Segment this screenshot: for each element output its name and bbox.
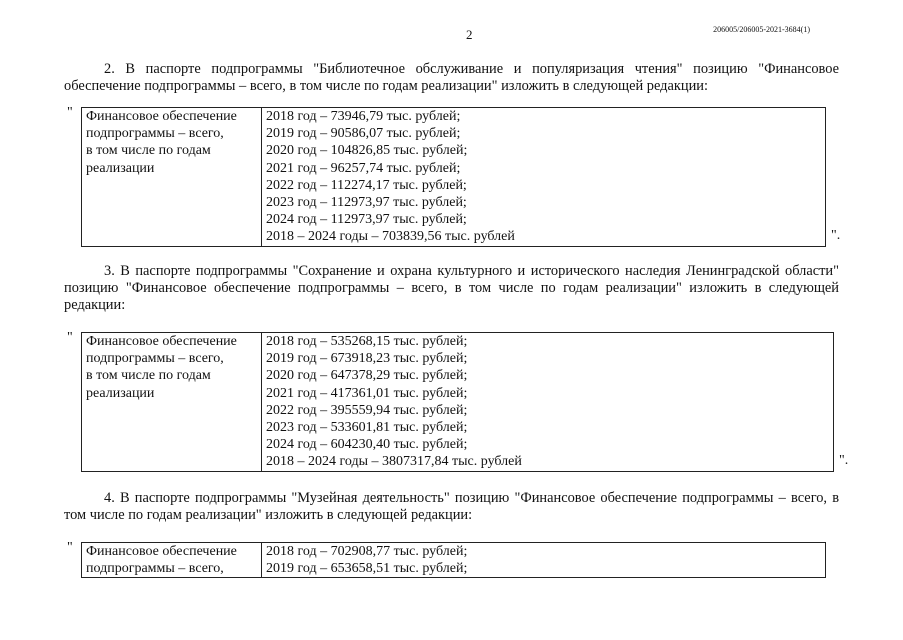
paragraph-item-2: 2. В паспорте подпрограммы "Библиотечное обслуживание и популяризация чтения" позицию "Финансовое обеспечение подпрограммы – всего, в том числе по годам реализации" изложить в следующей редакции: — [64, 61, 839, 94]
label-line: в том числе по годам — [86, 368, 211, 384]
funding-line: 2019 год – 673918,23 тыс. рублей; — [266, 351, 468, 367]
funding-line: 2019 год – 90586,07 тыс. рублей; — [266, 126, 461, 142]
position-label-cell — [82, 543, 262, 578]
funding-line: 2023 год – 112973,97 тыс. рублей; — [266, 195, 467, 211]
paragraph-item-4: 4. В паспорте подпрограммы "Музейная деятельность" позицию "Финансовое обеспечение подпрограммы – всего, в том числе по годам реализации" изложить в следующей редакции: — [64, 490, 839, 523]
funding-values-cell — [262, 333, 834, 472]
funding-line: 2020 год – 647378,29 тыс. рублей; — [266, 368, 468, 384]
funding-line: 2018 год – 535268,15 тыс. рублей; — [266, 334, 468, 349]
opening-quote: " — [67, 105, 73, 120]
opening-quote: " — [67, 540, 73, 555]
funding-line: 2022 год – 395559,94 тыс. рублей; — [266, 402, 468, 418]
label-line: Финансовое обеспечение — [86, 109, 237, 124]
label-line: подпрограммы – всего, — [86, 126, 224, 142]
position-label-cell — [82, 333, 262, 472]
funding-line: 2021 год – 417361,01 тыс. рублей; — [266, 385, 468, 401]
label-line: в том числе по годам — [86, 143, 211, 159]
funding-total-line: 2018 – 2024 годы – 3807317,84 тыс. рублей — [266, 454, 522, 470]
funding-line: 2022 год – 112274,17 тыс. рублей; — [266, 177, 467, 193]
opening-quote: " — [67, 330, 73, 345]
label-line: Финансовое обеспечение — [86, 544, 237, 559]
table-row — [82, 543, 826, 578]
funding-line: 2023 год – 533601,81 тыс. рублей; — [266, 420, 468, 436]
funding-line: 2021 год – 96257,74 тыс. рублей; — [266, 160, 461, 176]
table-row — [82, 108, 826, 247]
funding-line: 2024 год – 604230,40 тыс. рублей; — [266, 437, 468, 453]
funding-values-cell — [262, 108, 826, 247]
funding-line: 2024 год – 112973,97 тыс. рублей; — [266, 212, 467, 228]
label-line: Финансовое обеспечение — [86, 334, 237, 349]
funding-total-line: 2018 – 2024 годы – 703839,56 тыс. рублей — [266, 229, 515, 245]
funding-line: 2018 год – 73946,79 тыс. рублей; — [266, 109, 461, 124]
paragraph-item-3: 3. В паспорте подпрограммы "Сохранение и охрана культурного и исторического наследия Ленинградской области" позицию "Финансовое обеспечение подпрограммы – всего, в том числе по годам реализации" изложить в следующей редакции: — [64, 263, 839, 313]
funding-line: 2018 год – 702908,77 тыс. рублей; — [266, 544, 468, 559]
closing-quote: ". — [839, 453, 849, 468]
finance-table — [81, 332, 834, 472]
position-label-cell — [82, 108, 262, 247]
label-line: подпрограммы – всего, — [86, 561, 224, 577]
closing-quote: ". — [831, 228, 841, 243]
label-line: реализации — [86, 385, 155, 401]
label-line: реализации — [86, 160, 155, 176]
funding-line: 2019 год – 653658,51 тыс. рублей; — [266, 561, 468, 577]
label-line: подпрограммы – всего, — [86, 351, 224, 367]
finance-table — [81, 107, 826, 247]
finance-table — [81, 542, 826, 578]
page-number: 2 — [466, 27, 473, 42]
funding-line: 2020 год – 104826,85 тыс. рублей; — [266, 143, 468, 159]
table-row — [82, 333, 834, 472]
document-code: 206005/206005-2021-3684(1) — [713, 25, 810, 34]
funding-values-cell — [262, 543, 826, 578]
